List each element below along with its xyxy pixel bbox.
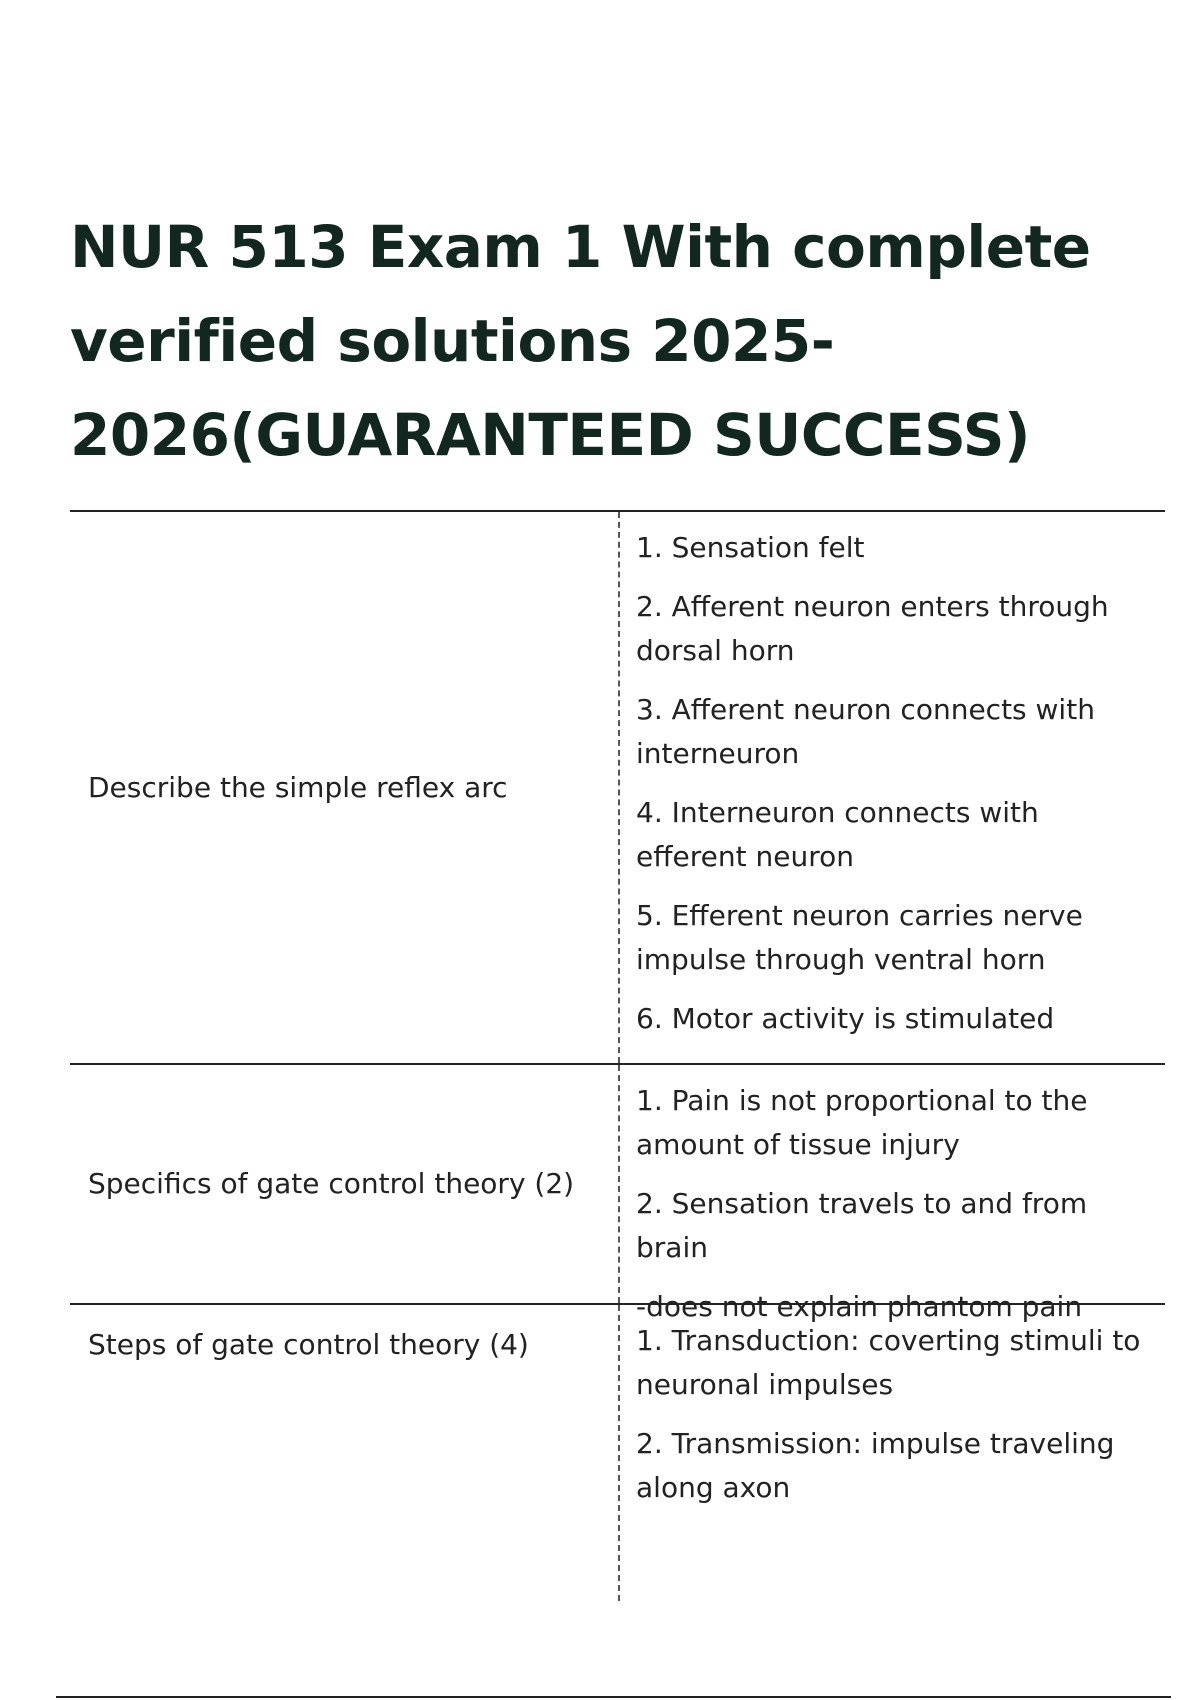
table-row — [70, 512, 1165, 1065]
definition-line: 1. Pain is not proportional to the amount of tissue injury — [636, 1084, 1088, 1161]
definition-line: 1. Sensation felt — [636, 531, 865, 564]
footer-divider — [56, 1696, 1171, 1698]
definition-line: 2. Afferent neuron enters through dorsal horn — [636, 590, 1109, 667]
term-text: Describe the simple reflex arc — [88, 770, 508, 804]
term-text: Specifics of gate control theory (2) — [88, 1167, 575, 1200]
definition-line: 5. Efferent neuron carries nerve impulse through ventral horn — [636, 899, 1083, 976]
definition-cell — [618, 512, 1165, 1063]
definition-cell — [618, 1305, 1165, 1601]
definition-line: 6. Motor activity is stimulated — [636, 1002, 1055, 1035]
table-row — [70, 1065, 1165, 1323]
qa-table — [70, 510, 1165, 1601]
definition-cell — [618, 1065, 1165, 1323]
term-cell — [70, 1305, 618, 1601]
table-row — [70, 1305, 1165, 1601]
definition-line: 3. Afferent neuron connects with interneuron — [636, 693, 1095, 770]
definition-line: 1. Transduction: coverting stimuli to neuronal impulses — [636, 1324, 1141, 1401]
definition-line: 2. Sensation travels to and from brain — [636, 1187, 1088, 1264]
term-cell — [70, 1065, 618, 1303]
page-title: NUR 513 Exam 1 With complete verified solutions 2025-2026(GUARANTEED SUCCESS) — [70, 213, 1091, 469]
term-cell — [70, 512, 618, 1063]
definition-line: -does not explain phantom pain — [636, 1290, 1083, 1323]
definition-line: 2. Transmission: impulse traveling along axon — [636, 1427, 1115, 1504]
term-text: Steps of gate control theory (4) — [88, 1328, 529, 1361]
definition-line: 4. Interneuron connects with efferent neuron — [636, 796, 1039, 873]
